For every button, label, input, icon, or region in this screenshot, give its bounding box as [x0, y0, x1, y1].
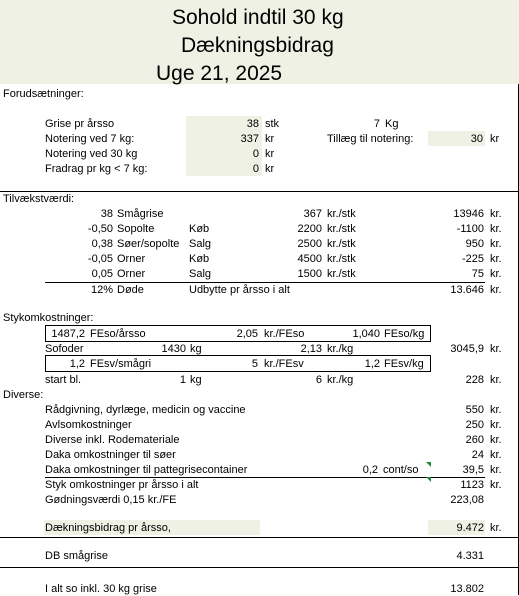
- diverse-value: 39,5: [462, 464, 484, 476]
- goedning-value: 223,08: [450, 494, 484, 506]
- tilvaekst-price: 367: [303, 208, 322, 220]
- start-total: 228: [465, 374, 484, 386]
- start-total-unit: kr.: [490, 374, 502, 386]
- udbytte-unit: kr.: [490, 284, 502, 296]
- tilvaekst-total-unit: kr.: [490, 223, 502, 235]
- section-heading-forudsaetninger: Forudsætninger:: [3, 88, 84, 100]
- forud-unit: kr: [265, 133, 275, 145]
- styk-total-label: Styk omkostninger pr årsso i alt: [45, 479, 199, 491]
- db-smaagrise-label: DB smågrise: [45, 550, 108, 562]
- goedning-label: Gødningsværdi 0,15 kr./FE: [45, 494, 177, 506]
- db-label: Dækningsbidrag pr årsso,: [45, 522, 171, 534]
- tilvaekst-total: 950: [465, 238, 484, 250]
- start-price-unit: kr./kg: [327, 374, 354, 386]
- start-price: 6: [315, 374, 322, 386]
- tilvaekst-total-unit: kr.: [490, 238, 502, 250]
- sofoder-label: Sofoder: [45, 343, 84, 355]
- forud-label: Grise pr årsso: [45, 118, 115, 130]
- tilvaekst-type: Køb: [189, 253, 210, 265]
- styk-total-unit: kr.: [490, 479, 502, 491]
- db-smaagrise-value: 4.331: [456, 550, 484, 562]
- diverse-value: 260: [465, 434, 484, 446]
- sofoder-total: 3045,9: [450, 343, 484, 355]
- fesv-price: 5: [251, 358, 258, 370]
- tilvaekst-type: Salg: [189, 238, 212, 250]
- feso-label: FEso/årsso: [90, 328, 146, 340]
- styk-total-value: 1123: [460, 479, 484, 491]
- forud-value[interactable]: 0: [252, 148, 259, 160]
- tilvaekst-total: -225: [461, 253, 484, 265]
- feso-price-unit: kr./FEso: [264, 328, 305, 340]
- kg-value[interactable]: 7: [373, 118, 380, 130]
- diverse-value: 24: [471, 449, 484, 461]
- tilvaekst-name: Orner: [117, 268, 146, 280]
- forud-unit: kr: [265, 163, 275, 175]
- diverse-label: Avlsomkostninger: [45, 419, 132, 431]
- sofoder-kg: 1430: [161, 343, 186, 355]
- title-line-2: Dækningsbidrag: [181, 34, 334, 57]
- ialt-value: 13.802: [450, 583, 484, 595]
- tilvaekst-qty: 0,38: [91, 238, 113, 250]
- tilvaekst-unit: kr./stk: [327, 253, 356, 265]
- tillaeg-value[interactable]: 30: [470, 133, 483, 145]
- dead-label: Døde: [117, 284, 144, 296]
- tilvaekst-total: 13946: [453, 208, 484, 220]
- sofoder-price: 2,13: [300, 343, 322, 355]
- tilvaekst-qty: -0,05: [87, 253, 113, 265]
- section-divider: [0, 191, 519, 192]
- feso-per-kg: 1,040: [352, 328, 380, 340]
- tilvaekst-name: Søer/sopolte: [117, 238, 180, 250]
- tilvaekst-name: Orner: [117, 253, 146, 265]
- diverse-value: 250: [465, 419, 484, 431]
- daka-qty: 0,2: [362, 464, 378, 476]
- start-kg-unit: kg: [190, 374, 202, 386]
- section-heading-stykomkostninger: Stykomkostninger:: [3, 312, 94, 324]
- diverse-unit: kr.: [490, 464, 502, 476]
- kg-unit: Kg: [385, 118, 399, 130]
- start-kg: 1: [179, 374, 186, 386]
- tilvaekst-total-unit: kr.: [490, 268, 502, 280]
- fesv-per-kg: 1,2: [364, 358, 380, 370]
- udbytte-value: 13.646: [450, 284, 484, 296]
- diverse-unit: kr.: [490, 434, 502, 446]
- tilvaekst-unit: kr./stk: [327, 268, 356, 280]
- udbytte-label: Udbytte pr årsso i alt: [189, 284, 290, 296]
- fesv-per-kg-unit: FEsv/kg: [384, 358, 424, 370]
- fesv-value: 1,2: [69, 358, 85, 370]
- tilvaekst-total: 75: [471, 268, 484, 280]
- tilvaekst-total-unit: kr.: [490, 253, 502, 265]
- fesv-price-unit: kr./FEsv: [264, 358, 304, 370]
- sofoder-kg-unit: kg: [190, 343, 202, 355]
- tilvaekst-type: Salg: [189, 268, 212, 280]
- tilvaekst-total-unit: kr.: [490, 208, 502, 220]
- title-line-1: Sohold indtil 30 kg: [172, 6, 344, 29]
- forud-value[interactable]: 0: [252, 163, 259, 175]
- forud-value[interactable]: 38: [246, 118, 259, 130]
- tilvaekst-price: 2200: [297, 223, 322, 235]
- diverse-unit: kr.: [490, 449, 502, 461]
- forud-label: Notering ved 30 kg: [45, 148, 138, 160]
- db-divider: [0, 537, 519, 538]
- start-label: start bl.: [45, 374, 82, 386]
- db-value: 9.472: [456, 522, 484, 534]
- fesv-label: FEsv/smågri: [90, 358, 152, 370]
- diverse-unit: kr.: [490, 419, 502, 431]
- section-heading-diverse: Diverse:: [3, 389, 44, 401]
- tillaeg-unit: kr: [490, 133, 500, 145]
- tilvaekst-type: Køb: [189, 223, 210, 235]
- feso-price: 2,05: [236, 328, 258, 340]
- tilvaekst-name: Smågrise: [117, 208, 164, 220]
- tillaeg-label: Tillæg til notering:: [327, 133, 414, 145]
- sofoder-total-unit: kr.: [490, 343, 502, 355]
- section-heading-tilvaekst: Tilvækstværdi:: [3, 193, 75, 205]
- ialt-label: I alt so inkl. 30 kg grise: [45, 583, 157, 595]
- tilvaekst-unit: kr./stk: [327, 223, 356, 235]
- feso-value: 1487,2: [51, 328, 85, 340]
- dead-pct: 12%: [90, 284, 113, 296]
- tilvaekst-name: Sopolte: [117, 223, 155, 235]
- tilvaekst-unit: kr./stk: [327, 238, 356, 250]
- forud-label: Notering ved 7 kg:: [45, 133, 135, 145]
- ialt-divider: [0, 567, 519, 568]
- diverse-label: Daka omkostninger til pattegrisecontainer: [45, 464, 248, 476]
- daka-qty-unit: cont/so: [383, 464, 419, 476]
- tilvaekst-qty: -0,50: [87, 223, 113, 235]
- forud-unit: stk: [265, 118, 280, 130]
- sofoder-price-unit: kr./kg: [327, 343, 354, 355]
- forud-unit: kr: [265, 148, 275, 160]
- feso-per-kg-unit: FEso/kg: [384, 328, 425, 340]
- tilvaekst-price: 2500: [297, 238, 322, 250]
- diverse-label: Diverse inkl. Rodemateriale: [45, 434, 180, 446]
- title-line-3: Uge 21, 2025: [156, 62, 283, 85]
- diverse-label: Rådgivning, dyrlæge, medicin og vaccine: [45, 404, 246, 416]
- forud-value[interactable]: 337: [240, 133, 259, 145]
- diverse-unit: kr.: [490, 404, 502, 416]
- db-unit: kr.: [490, 522, 502, 534]
- tilvaekst-price: 4500: [297, 253, 322, 265]
- tilvaekst-qty: 38: [100, 208, 113, 220]
- tilvaekst-price: 1500: [297, 268, 322, 280]
- diverse-label: Daka omkostninger til søer: [45, 449, 176, 461]
- tilvaekst-total: -1100: [456, 223, 484, 235]
- tilvaekst-qty: 0,05: [91, 268, 113, 280]
- tilvaekst-unit: kr./stk: [327, 208, 356, 220]
- forud-label: Fradrag pr kg < 7 kg:: [45, 163, 148, 175]
- diverse-value: 550: [465, 404, 484, 416]
